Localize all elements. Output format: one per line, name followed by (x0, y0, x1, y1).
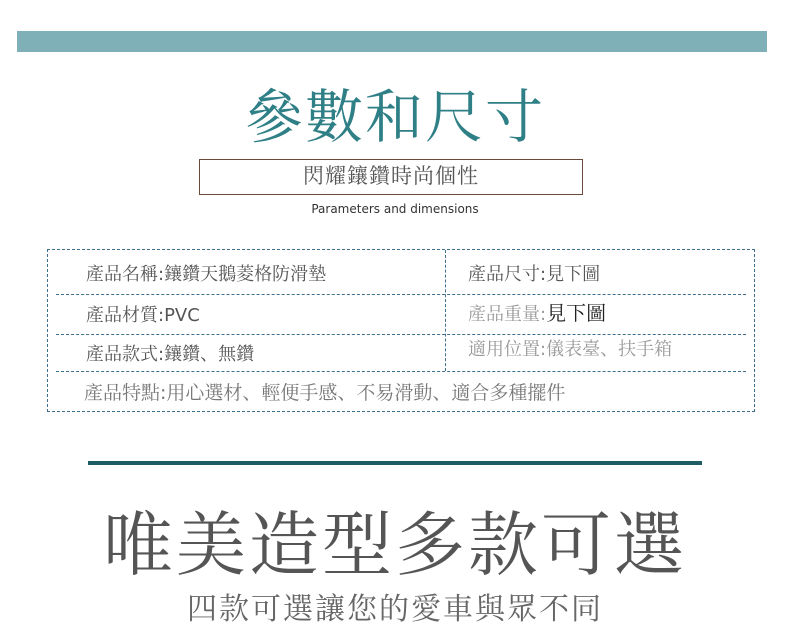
section-headline: 唯美造型多款可選 (103, 504, 687, 586)
column-divider (445, 250, 446, 371)
spec-weight-value: 見下圖 (546, 301, 607, 325)
spec-table (47, 249, 755, 412)
section-divider (88, 461, 702, 465)
spec-features: 產品特點:用心選材、輕便手感、不易滑動、適合多種擺件 (84, 382, 566, 404)
subtitle-english: Parameters and dimensions (311, 202, 479, 216)
row-divider (56, 334, 746, 335)
top-accent-bar (17, 31, 767, 52)
section-tagline: 四款可選讓您的愛車與眾不同 (187, 592, 603, 627)
spec-weight (468, 301, 606, 327)
spec-size-label: 產品尺寸: (468, 264, 547, 285)
spec-name: 產品名稱:鑲鑽天鵝菱格防滑墊 (86, 264, 327, 285)
subtitle-box (199, 159, 583, 195)
spec-size-value: 見下圖 (546, 264, 601, 285)
subtitle-text: 閃耀鑲鑽時尚個性 (303, 164, 479, 188)
spec-style: 產品款式:鑲鑽、無鑽 (86, 344, 255, 365)
spec-weight-label: 產品重量: (468, 304, 547, 325)
page-title: 參數和尺寸 (244, 83, 545, 151)
row-divider (56, 294, 746, 295)
spec-material: 產品材質:PVC (86, 305, 200, 326)
row-divider (56, 371, 746, 372)
spec-location: 適用位置:儀表臺、扶手箱 (468, 339, 673, 360)
spec-size (468, 263, 600, 287)
